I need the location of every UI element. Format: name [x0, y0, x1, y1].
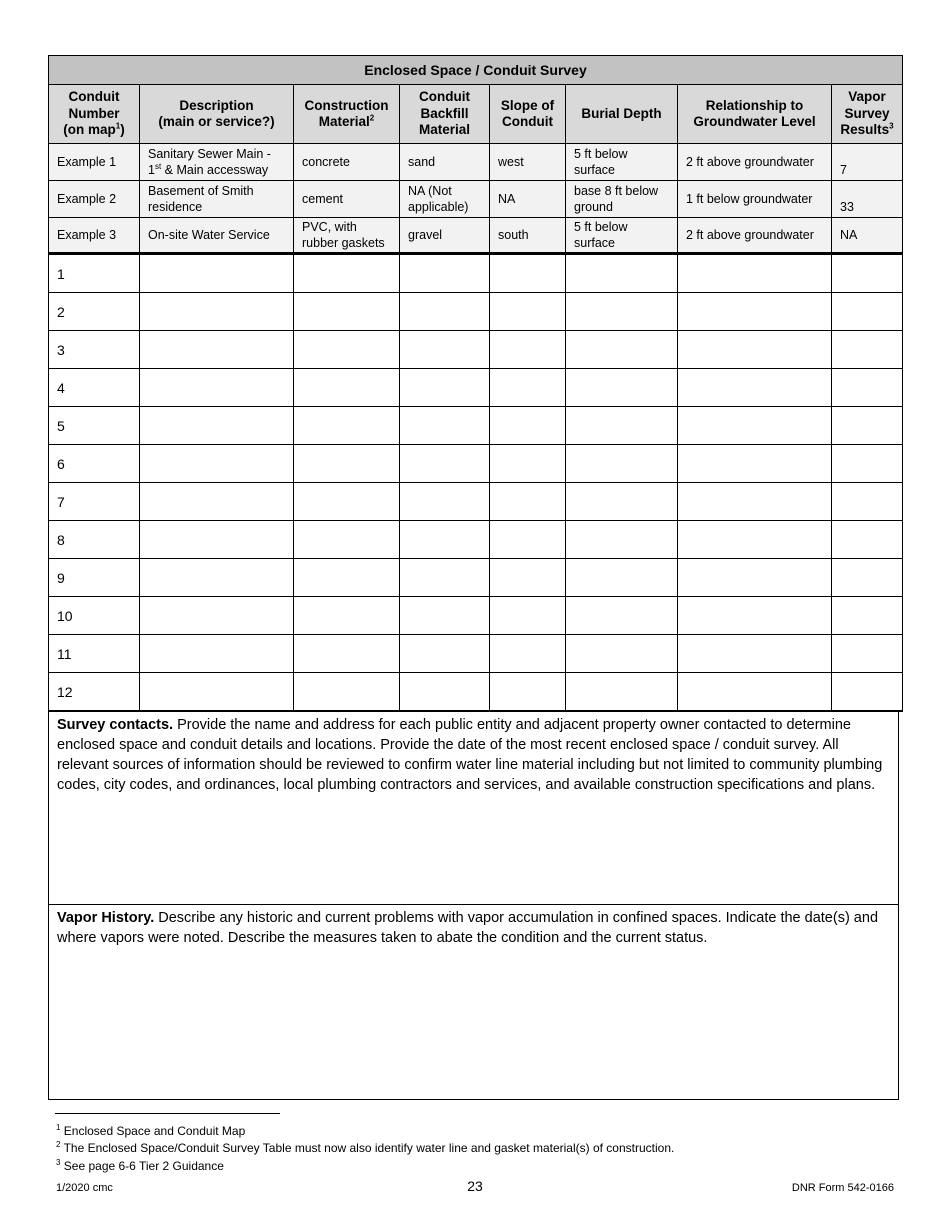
slope-cell[interactable]: [490, 445, 566, 483]
material-cell[interactable]: [294, 559, 400, 597]
material-cell[interactable]: [294, 635, 400, 673]
example-backfill: gravel: [400, 218, 490, 254]
material-cell[interactable]: [294, 407, 400, 445]
description-cell[interactable]: [140, 407, 294, 445]
depth-cell[interactable]: [566, 521, 678, 559]
row-number: 8: [49, 521, 140, 559]
entry-rows: [49, 254, 903, 712]
slope-cell[interactable]: [490, 559, 566, 597]
depth-cell[interactable]: [566, 254, 678, 293]
depth-cell[interactable]: [566, 673, 678, 712]
groundwater-cell[interactable]: [678, 254, 832, 293]
example-vapor: 7: [832, 144, 903, 181]
example-groundwater: 1 ft below groundwater: [678, 181, 832, 218]
slope-cell[interactable]: [490, 483, 566, 521]
depth-cell[interactable]: [566, 635, 678, 673]
table-row: [49, 521, 903, 559]
groundwater-cell[interactable]: [678, 369, 832, 407]
depth-cell[interactable]: [566, 597, 678, 635]
example-vapor: NA: [832, 218, 903, 254]
example-depth: base 8 ft below ground: [566, 181, 678, 218]
slope-cell[interactable]: [490, 369, 566, 407]
description-cell[interactable]: [140, 369, 294, 407]
vapor-cell[interactable]: [832, 293, 903, 331]
column-header-groundwater: Relationship to Groundwater Level: [678, 85, 832, 144]
example-depth: 5 ft below surface: [566, 144, 678, 181]
description-cell[interactable]: [140, 254, 294, 293]
example-groundwater: 2 ft above groundwater: [678, 144, 832, 181]
vapor-cell[interactable]: [832, 559, 903, 597]
backfill-cell[interactable]: [400, 254, 490, 293]
row-number: 9: [49, 559, 140, 597]
backfill-cell[interactable]: [400, 635, 490, 673]
example-description: On-site Water Service: [140, 218, 294, 254]
table-title: Enclosed Space / Conduit Survey: [49, 56, 903, 85]
survey-contacts-instructions: Provide the name and address for each public entity and adjacent property owner contacted to determine enclosed space and conduit details and locations. Provide the date of the most recent enclosed space / conduit survey. All relevant sources of information should be reviewed to confirm water line material including but not limited to community plumbing codes, city codes, and ordinances, local plumbing contractors and services, and available construction specifications and plans.: [57, 717, 883, 793]
example-vapor: 33: [832, 181, 903, 218]
column-header-description: Description (main or service?): [140, 85, 294, 144]
backfill-cell[interactable]: [400, 483, 490, 521]
backfill-cell[interactable]: [400, 369, 490, 407]
example-description: Sanitary Sewer Main - 1st & Main accessway: [140, 144, 294, 181]
row-number: 1: [49, 254, 140, 293]
table-row: [49, 635, 903, 673]
example-number: Example 2: [49, 181, 140, 218]
groundwater-cell[interactable]: [678, 635, 832, 673]
column-header-conduit-number: Conduit Number (on map$^1$): [49, 85, 140, 144]
column-header-vapor-results: Vapor Survey Results$^3$: [832, 85, 903, 144]
column-header-burial-depth: Burial Depth: [566, 85, 678, 144]
vapor-cell[interactable]: [832, 673, 903, 712]
depth-cell[interactable]: [566, 483, 678, 521]
slope-cell[interactable]: [490, 407, 566, 445]
material-cell[interactable]: [294, 254, 400, 293]
backfill-cell[interactable]: [400, 673, 490, 712]
vapor-cell[interactable]: [832, 331, 903, 369]
groundwater-cell[interactable]: [678, 521, 832, 559]
example-number: Example 3: [49, 218, 140, 254]
backfill-cell[interactable]: [400, 559, 490, 597]
material-cell[interactable]: [294, 521, 400, 559]
row-number: 3: [49, 331, 140, 369]
backfill-cell[interactable]: [400, 407, 490, 445]
form-page: [48, 55, 902, 1100]
description-cell[interactable]: [140, 331, 294, 369]
example-row: [49, 218, 903, 254]
description-cell[interactable]: [140, 673, 294, 712]
vapor-cell[interactable]: [832, 597, 903, 635]
column-header-slope: Slope of Conduit: [490, 85, 566, 144]
table-row: [49, 331, 903, 369]
vapor-cell[interactable]: [832, 483, 903, 521]
backfill-cell[interactable]: [400, 445, 490, 483]
material-cell[interactable]: [294, 369, 400, 407]
slope-cell[interactable]: [490, 331, 566, 369]
backfill-cell[interactable]: [400, 597, 490, 635]
backfill-cell[interactable]: [400, 331, 490, 369]
table-row: [49, 407, 903, 445]
row-number: 6: [49, 445, 140, 483]
groundwater-cell[interactable]: [678, 559, 832, 597]
material-cell[interactable]: [294, 293, 400, 331]
row-number: 11: [49, 635, 140, 673]
depth-cell[interactable]: [566, 331, 678, 369]
footnotes: [56, 1123, 674, 1175]
slope-cell[interactable]: [490, 521, 566, 559]
table-row: [49, 369, 903, 407]
example-number: Example 1: [49, 144, 140, 181]
footnote: $^3$ See page 6-6 Tier 2 Guidance: [56, 1157, 224, 1173]
description-cell[interactable]: [140, 293, 294, 331]
description-cell[interactable]: [140, 521, 294, 559]
material-cell[interactable]: [294, 483, 400, 521]
example-depth: 5 ft below surface: [566, 218, 678, 254]
example-material: PVC, with rubber gaskets: [294, 218, 400, 254]
example-row: [49, 144, 903, 181]
survey-contacts-label: Survey contacts.: [57, 717, 174, 733]
row-number: 2: [49, 293, 140, 331]
footnote: $^2$ The Enclosed Space/Conduit Survey Table must now also identify water line and gasket material(s) of construction.: [56, 1140, 675, 1156]
row-number: 7: [49, 483, 140, 521]
example-backfill: NA (Not applicable): [400, 181, 490, 218]
vapor-cell[interactable]: [832, 521, 903, 559]
backfill-cell[interactable]: [400, 293, 490, 331]
table-row: [49, 673, 903, 712]
groundwater-cell[interactable]: [678, 293, 832, 331]
row-number: 12: [49, 673, 140, 712]
depth-cell[interactable]: [566, 369, 678, 407]
description-cell[interactable]: [140, 445, 294, 483]
example-slope: south: [490, 218, 566, 254]
example-material: cement: [294, 181, 400, 218]
row-number: 4: [49, 369, 140, 407]
example-groundwater: 2 ft above groundwater: [678, 218, 832, 254]
vapor-cell[interactable]: [832, 369, 903, 407]
table-row: [49, 483, 903, 521]
vapor-cell[interactable]: [832, 445, 903, 483]
groundwater-cell[interactable]: [678, 407, 832, 445]
example-slope: NA: [490, 181, 566, 218]
example-backfill: sand: [400, 144, 490, 181]
groundwater-cell[interactable]: [678, 331, 832, 369]
vapor-history-section[interactable]: [48, 905, 899, 1100]
table-row: [49, 559, 903, 597]
groundwater-cell[interactable]: [678, 597, 832, 635]
depth-cell[interactable]: [566, 293, 678, 331]
conduit-survey-table: [48, 55, 903, 712]
material-cell[interactable]: [294, 673, 400, 712]
footer-date-code: 1/2020 cmc: [56, 1182, 113, 1194]
footnote: $^1$ Enclosed Space and Conduit Map: [56, 1123, 246, 1138]
vapor-cell[interactable]: [832, 254, 903, 293]
slope-cell[interactable]: [490, 635, 566, 673]
vapor-history-instructions: Describe any historic and current problems with vapor accumulation in confined spaces. Indicate the date(s) and where vapors were noted. Describe the measures taken to abate the condition and the current status.: [57, 910, 879, 946]
groundwater-cell[interactable]: [678, 673, 832, 712]
backfill-cell[interactable]: [400, 521, 490, 559]
vapor-history-label: Vapor History.: [57, 910, 155, 926]
material-cell[interactable]: [294, 331, 400, 369]
description-cell[interactable]: [140, 559, 294, 597]
vapor-cell[interactable]: [832, 635, 903, 673]
example-slope: west: [490, 144, 566, 181]
column-header-construction-material: Construction Material$^2$: [294, 85, 400, 144]
slope-cell[interactable]: [490, 254, 566, 293]
form-id: DNR Form 542-0166: [791, 1182, 894, 1194]
survey-contacts-section[interactable]: [48, 712, 899, 905]
table-row: [49, 597, 903, 635]
table-header-row: [49, 85, 903, 144]
example-material: concrete: [294, 144, 400, 181]
footnote-divider: [55, 1113, 280, 1114]
description-cell[interactable]: [140, 635, 294, 673]
column-header-backfill-material: Conduit Backfill Material: [400, 85, 490, 144]
material-cell[interactable]: [294, 445, 400, 483]
vapor-cell[interactable]: [832, 407, 903, 445]
table-row: [49, 254, 903, 293]
description-cell[interactable]: [140, 483, 294, 521]
description-cell[interactable]: [140, 597, 294, 635]
page-number: 23: [467, 1178, 483, 1194]
example-description: Basement of Smith residence: [140, 181, 294, 218]
row-number: 5: [49, 407, 140, 445]
groundwater-cell[interactable]: [678, 483, 832, 521]
slope-cell[interactable]: [490, 673, 566, 712]
example-row: [49, 181, 903, 218]
material-cell[interactable]: [294, 597, 400, 635]
slope-cell[interactable]: [490, 597, 566, 635]
slope-cell[interactable]: [490, 293, 566, 331]
row-number: 10: [49, 597, 140, 635]
depth-cell[interactable]: [566, 445, 678, 483]
table-row: [49, 445, 903, 483]
groundwater-cell[interactable]: [678, 445, 832, 483]
depth-cell[interactable]: [566, 559, 678, 597]
depth-cell[interactable]: [566, 407, 678, 445]
table-row: [49, 293, 903, 331]
